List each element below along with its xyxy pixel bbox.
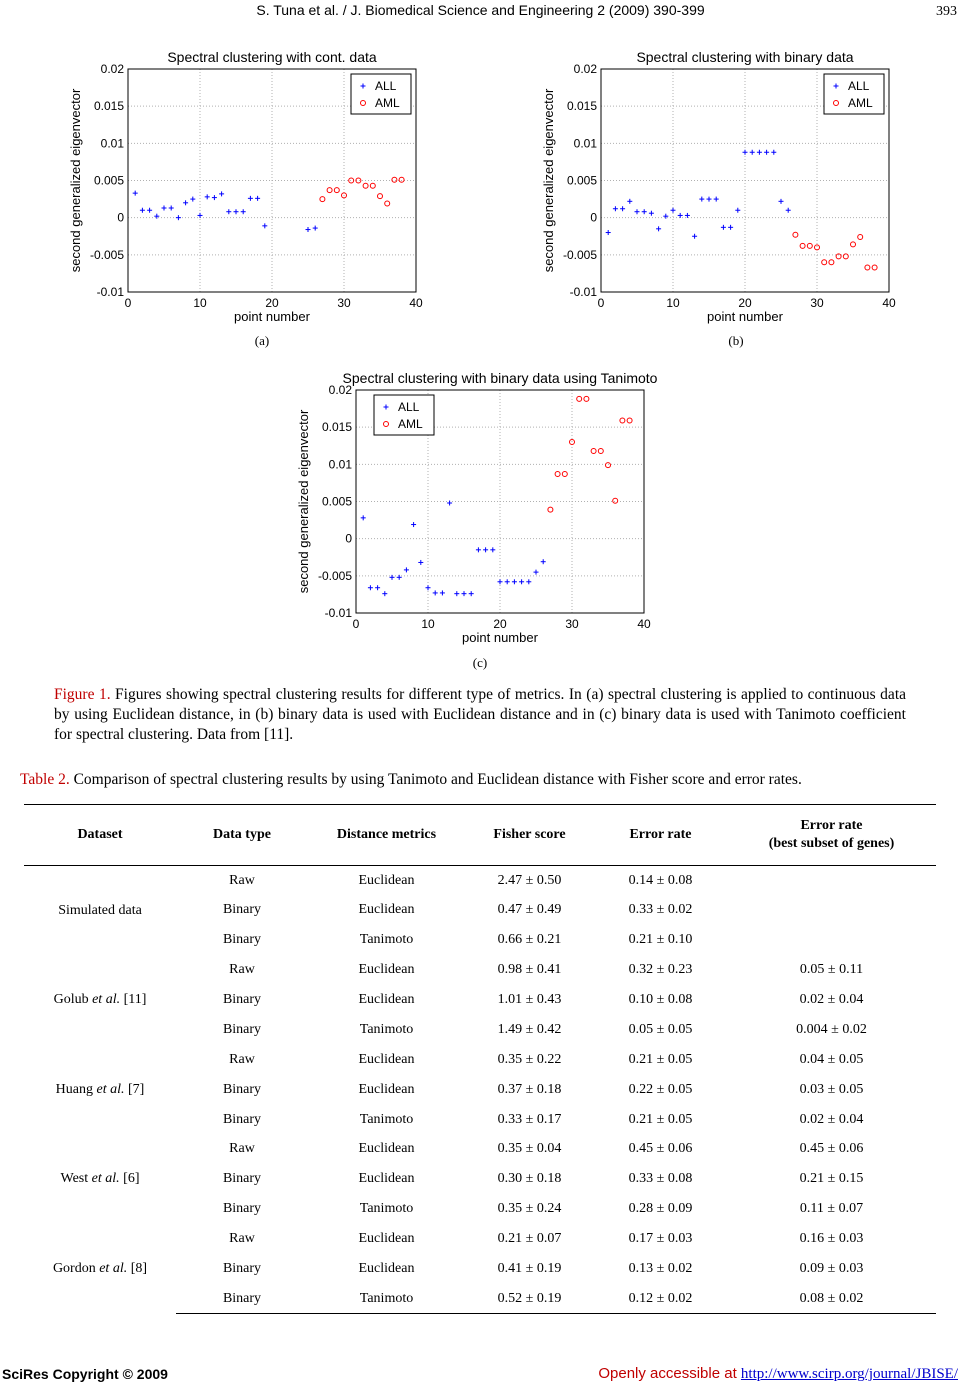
error-rate-cell: 0.12 ± 0.02 — [594, 1284, 727, 1314]
fisher-score-cell: 0.98 ± 0.41 — [497, 962, 562, 978]
fisher-score-cell: 0.21 ± 0.07 — [497, 1231, 562, 1247]
dataset-name-etal: et al. — [91, 1171, 120, 1187]
page-header — [0, 2, 961, 22]
table-caption-label: Table 2. — [20, 771, 70, 788]
fisher-score-cell: 1.01 ± 0.43 — [497, 992, 562, 1007]
y-tick-label: 0.02 — [100, 62, 124, 76]
data-type-cell: Raw — [229, 1051, 255, 1067]
error-rate-cell: 0.13 ± 0.02 — [628, 1261, 693, 1277]
y-tick-label: 0.015 — [566, 99, 597, 114]
best-error-rate-cell: 0.45 ± 0.06 — [799, 1141, 864, 1157]
x-tick-label: 30 — [810, 296, 824, 310]
data-type-cell: Binary — [222, 1261, 262, 1277]
table-row — [24, 1224, 936, 1254]
x-tick-label: 0 — [124, 296, 132, 310]
chart-title: Spectral clustering with cont. data — [167, 49, 377, 65]
distance-metric-cell: Tanimoto — [308, 1284, 465, 1314]
panel-label-a: (a) — [254, 333, 270, 348]
x-axis-label: point number — [707, 309, 783, 324]
y-tick-label: -0.01 — [569, 285, 597, 299]
distance-metric-cell: Tanimoto — [359, 932, 414, 948]
error-rate-cell: 0.28 ± 0.09 — [628, 1201, 693, 1217]
x-tick-label: 10 — [421, 617, 435, 631]
y-tick-label: 0.005 — [566, 173, 597, 188]
data-type-cell: Binary — [222, 1021, 262, 1037]
dataset-name-etal: et al. — [99, 1261, 128, 1277]
data-type-cell: Binary — [222, 1081, 262, 1097]
y-tick-label: 0.005 — [93, 173, 124, 188]
y-tick-label: -0.01 — [96, 285, 124, 299]
y-tick-label: -0.005 — [317, 568, 352, 583]
fisher-score-cell: 0.33 ± 0.17 — [497, 1111, 562, 1127]
fisher-score-cell: 0.35 ± 0.24 — [497, 1201, 562, 1217]
table-body — [24, 866, 936, 1314]
best-error-rate-cell: 0.04 ± 0.05 — [799, 1051, 864, 1067]
dataset-name: Huang — [55, 1081, 97, 1097]
distance-metric-cell: Euclidean — [358, 962, 415, 978]
chart-legend — [824, 74, 884, 114]
error-rate-cell: 0.22 ± 0.05 — [628, 1081, 693, 1097]
header-error-rate-best-line2: (best subset of genes) — [768, 836, 895, 851]
data-type-cell: Raw — [229, 872, 255, 888]
distance-metric-cell: Euclidean — [358, 1261, 415, 1277]
panel-label-b: (b) — [728, 333, 744, 348]
error-rate-cell: 0.45 ± 0.06 — [628, 1141, 693, 1157]
dataset-name: Gordon — [52, 1261, 100, 1277]
header-distance-metrics: Distance metrics — [308, 805, 465, 866]
best-error-rate-cell: 0.08 ± 0.02 — [727, 1284, 936, 1314]
legend-entry: ALL — [398, 400, 420, 414]
dataset-reference: [8] — [127, 1261, 148, 1277]
page-number: 393 — [936, 4, 957, 19]
figure-panel-c — [292, 359, 672, 654]
y-tick-label: 0.01 — [573, 136, 597, 151]
fisher-score-cell: 0.47 ± 0.49 — [497, 902, 562, 918]
figure-panel-b — [537, 38, 897, 333]
data-type-cell: Binary — [222, 1171, 262, 1187]
error-rate-cell: 0.17 ± 0.03 — [628, 1231, 693, 1247]
y-tick-label: 0 — [590, 210, 597, 225]
legend-entry: AML — [375, 96, 400, 110]
footer-copyright: SciRes Copyright © 2009 — [2, 1366, 168, 1382]
dataset-reference: [7] — [124, 1081, 145, 1097]
footer-journal-link[interactable]: http://www.scirp.org/journal/JBISE/ — [740, 1366, 958, 1382]
error-rate-cell: 0.32 ± 0.23 — [628, 962, 693, 978]
distance-metric-cell: Euclidean — [358, 902, 415, 918]
dataset-name-cell — [24, 866, 176, 956]
data-type-cell: Binary — [222, 992, 262, 1007]
x-tick-label: 30 — [337, 296, 351, 310]
dataset-name-etal: et al. — [92, 992, 121, 1007]
data-type-cell: Binary — [222, 902, 262, 918]
data-type-cell: Binary — [222, 1111, 262, 1127]
table-row — [24, 955, 936, 985]
best-error-rate-cell: 0.09 ± 0.03 — [799, 1261, 864, 1277]
data-type-cell: Raw — [229, 1231, 255, 1247]
scatter-chart — [292, 359, 672, 654]
best-error-rate-cell: 0.11 ± 0.07 — [799, 1201, 864, 1217]
data-type-cell: Binary — [222, 932, 262, 948]
best-error-rate-cell: 0.03 ± 0.05 — [799, 1081, 864, 1097]
legend-entry: AML — [398, 417, 423, 431]
x-tick-label: 10 — [666, 296, 680, 310]
footer-access — [598, 1365, 958, 1383]
legend-entry: ALL — [848, 79, 870, 93]
data-type-cell: Binary — [176, 1284, 308, 1314]
footer-open-access: Openly accessible at — [598, 1365, 741, 1382]
dataset-name: West — [60, 1171, 92, 1187]
dataset-reference: [11] — [120, 992, 147, 1007]
error-rate-cell: 0.21 ± 0.05 — [628, 1111, 693, 1127]
distance-metric-cell: Euclidean — [358, 1051, 415, 1067]
best-error-rate-cell — [727, 925, 936, 955]
dataset-name-cell — [24, 1045, 176, 1135]
x-tick-label: 40 — [637, 617, 651, 631]
distance-metric-cell: Euclidean — [358, 1231, 415, 1247]
y-tick-label: 0 — [345, 531, 352, 546]
y-tick-label: -0.005 — [562, 247, 597, 262]
fisher-score-cell: 0.35 ± 0.04 — [497, 1141, 562, 1157]
dataset-name-etal: et al. — [96, 1081, 125, 1097]
legend-entry: ALL — [375, 79, 397, 93]
fisher-score-cell: 0.52 ± 0.19 — [465, 1284, 594, 1314]
error-rate-cell: 0.14 ± 0.08 — [628, 872, 693, 888]
scatter-chart — [64, 38, 424, 333]
y-tick-label: 0.01 — [100, 136, 124, 151]
fisher-score-cell: 0.35 ± 0.22 — [497, 1051, 562, 1067]
x-tick-label: 10 — [193, 296, 207, 310]
figure-caption — [54, 685, 906, 745]
y-axis-label: second generalized eigenvector — [541, 88, 556, 273]
dataset-reference: [6] — [119, 1171, 140, 1187]
y-axis-label: second generalized eigenvector — [68, 88, 83, 273]
fisher-score-cell: 0.66 ± 0.21 — [497, 932, 562, 948]
header-error-rate: Error rate — [594, 805, 727, 866]
chart-legend — [374, 395, 434, 435]
x-tick-label: 40 — [882, 296, 896, 310]
distance-metric-cell: Tanimoto — [359, 1201, 414, 1217]
x-tick-label: 20 — [493, 617, 507, 631]
table-caption-text: Comparison of spectral clustering results by using Tanimoto and Euclidean distance with Fisher score and error rates. — [69, 771, 802, 788]
x-tick-label: 20 — [265, 296, 279, 310]
dataset-name-cell — [24, 955, 176, 1045]
best-error-rate-cell: 0.21 ± 0.15 — [799, 1171, 864, 1187]
best-error-rate-cell: 0.02 ± 0.04 — [799, 992, 864, 1007]
error-rate-cell: 0.33 ± 0.08 — [628, 1171, 693, 1187]
y-tick-label: 0.02 — [573, 62, 597, 76]
x-tick-label: 0 — [352, 617, 360, 631]
y-tick-label: -0.01 — [324, 606, 352, 620]
scatter-chart — [537, 38, 897, 333]
distance-metric-cell: Euclidean — [358, 992, 415, 1007]
fisher-score-cell: 0.30 ± 0.18 — [497, 1171, 562, 1187]
figure-caption-text: Figures showing spectral clustering results for different type of metrics. In (a) spectral clustering is applied to continuous data by using Euclidean distance, in (b) binary data is used with Euclidean distance and in (c) binary data is used with Tanimoto coefficient for spectral clustering. Data from [11]. — [54, 686, 906, 743]
distance-metric-cell: Tanimoto — [359, 1021, 414, 1037]
panel-label-c: (c) — [472, 655, 488, 670]
distance-metric-cell: Euclidean — [358, 1081, 415, 1097]
x-tick-label: 0 — [597, 296, 605, 310]
error-rate-cell: 0.05 ± 0.05 — [628, 1021, 693, 1037]
x-axis-label: point number — [462, 630, 538, 645]
header-error-rate-best-line1: Error rate — [800, 818, 863, 833]
distance-metric-cell: Euclidean — [358, 1171, 415, 1187]
best-error-rate-cell: 0.05 ± 0.11 — [799, 962, 864, 978]
best-error-rate-cell — [727, 866, 936, 896]
best-error-rate-cell: 0.16 ± 0.03 — [799, 1231, 864, 1247]
x-tick-label: 40 — [409, 296, 423, 310]
distance-metric-cell: Euclidean — [358, 872, 415, 888]
chart-legend — [351, 74, 411, 114]
error-rate-cell: 0.21 ± 0.05 — [628, 1051, 693, 1067]
header-error-rate-best — [727, 805, 936, 866]
y-tick-label: -0.005 — [89, 247, 124, 262]
dataset-name-cell — [24, 1224, 176, 1314]
figure-caption-label: Figure 1. — [54, 686, 111, 703]
y-axis-label: second generalized eigenvector — [296, 409, 311, 594]
legend-entry: AML — [848, 96, 873, 110]
best-error-rate-cell: 0.004 ± 0.02 — [796, 1021, 867, 1037]
data-type-cell: Raw — [229, 962, 255, 978]
header-fisher-score: Fisher score — [465, 805, 594, 866]
table-row — [24, 1045, 936, 1075]
data-type-cell: Raw — [229, 1141, 255, 1157]
figure-panel-a — [64, 38, 424, 333]
table-row — [24, 866, 936, 896]
fisher-score-cell: 0.41 ± 0.19 — [497, 1261, 562, 1277]
y-tick-label: 0 — [117, 210, 124, 225]
results-table — [24, 804, 936, 1314]
fisher-score-cell: 1.49 ± 0.42 — [497, 1021, 562, 1037]
distance-metric-cell: Tanimoto — [359, 1111, 414, 1127]
running-head: S. Tuna et al. / J. Biomedical Science and Engineering 2 (2009) 390-399 — [256, 2, 705, 18]
dataset-name-cell — [24, 1135, 176, 1225]
chart-title: Spectral clustering with binary data — [636, 49, 854, 65]
distance-metric-cell: Euclidean — [358, 1141, 415, 1157]
x-axis-label: point number — [234, 309, 310, 324]
header-dataset: Dataset — [24, 805, 176, 866]
best-error-rate-cell — [727, 895, 936, 925]
best-error-rate-cell: 0.02 ± 0.04 — [799, 1111, 864, 1127]
dataset-name: Golub — [53, 992, 93, 1007]
fisher-score-cell: 2.47 ± 0.50 — [497, 872, 562, 888]
table-header-row — [24, 805, 936, 866]
header-data-type: Data type — [176, 805, 308, 866]
dataset-name: Simulated data — [58, 902, 142, 918]
y-tick-label: 0.01 — [328, 457, 352, 472]
y-tick-label: 0.015 — [321, 420, 352, 435]
x-tick-label: 20 — [738, 296, 752, 310]
data-type-cell: Binary — [222, 1201, 262, 1217]
y-tick-label: 0.02 — [328, 383, 352, 397]
table-caption — [20, 771, 950, 789]
y-tick-label: 0.015 — [93, 99, 124, 114]
error-rate-cell: 0.33 ± 0.02 — [628, 902, 693, 918]
fisher-score-cell: 0.37 ± 0.18 — [497, 1081, 562, 1097]
y-tick-label: 0.005 — [321, 494, 352, 509]
x-tick-label: 30 — [565, 617, 579, 631]
chart-title: Spectral clustering with binary data using Tanimoto — [342, 370, 658, 386]
error-rate-cell: 0.10 ± 0.08 — [628, 992, 693, 1007]
error-rate-cell: 0.21 ± 0.10 — [628, 932, 693, 948]
table-row — [24, 1135, 936, 1165]
